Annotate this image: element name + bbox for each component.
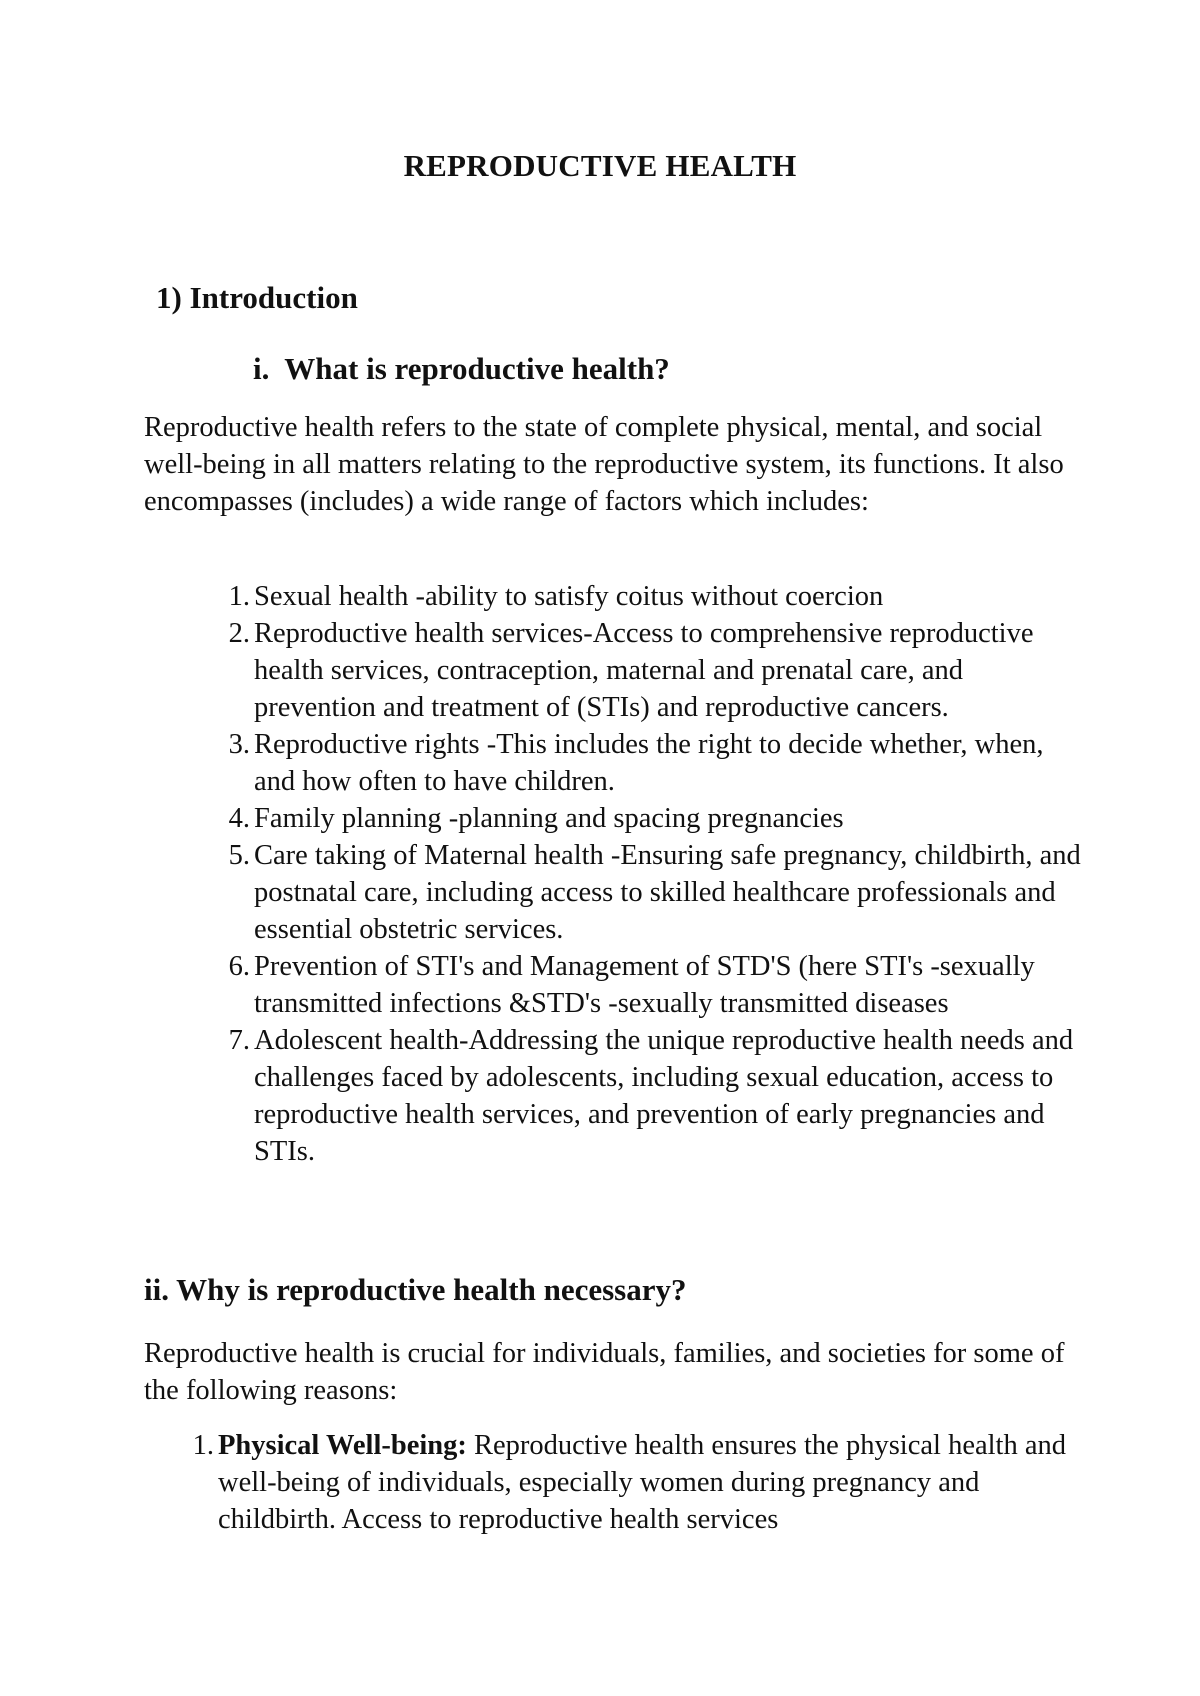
list-item-text: Reproductive health services-Access to comprehensive reproductive health services, contraception, maternal and prenatal care, and prevention and treatment of (STIs) and reproductive cancers. — [254, 618, 1034, 723]
list-item-number: 6. — [228, 951, 250, 982]
definition-paragraph: Reproductive health refers to the state of complete physical, mental, and social well-being in all matters relating to the reproductive system, its functions. It also encompasses (includes) a wide range of factors which includes: — [144, 412, 1064, 517]
list-item — [228, 837, 1084, 948]
list-item — [228, 578, 1084, 615]
list-item — [192, 1427, 1088, 1538]
list-item-number: 5. — [228, 840, 250, 871]
list-item-number: 2. — [228, 618, 250, 649]
list-item — [228, 615, 1084, 726]
reasons-list — [192, 1427, 1088, 1538]
list-item — [228, 800, 1084, 837]
list-item-text: Family planning -planning and spacing pregnancies — [254, 803, 844, 834]
list-item-text: Sexual health -ability to satisfy coitus without coercion — [254, 581, 884, 612]
list-item-number: 3. — [228, 729, 250, 760]
list-item — [228, 726, 1084, 800]
reasons-intro-paragraph: Reproductive health is crucial for individuals, families, and societies for some of the following reasons: — [144, 1338, 1065, 1406]
list-item-number: 4. — [228, 803, 250, 834]
document-title: REPRODUCTIVE HEALTH — [403, 148, 797, 183]
list-item — [228, 948, 1084, 1022]
subsection-heading-what: i. What is reproductive health? — [253, 351, 670, 386]
list-item — [228, 1022, 1084, 1170]
factors-list — [228, 578, 1084, 1170]
list-item-number: 1. — [228, 581, 250, 612]
list-item-label: Physical Well-being: — [218, 1430, 467, 1461]
section-heading-introduction: 1) Introduction — [156, 280, 358, 315]
list-item-text: Care taking of Maternal health -Ensuring safe pregnancy, childbirth, and postnatal care, including access to skilled healthcare professionals and essential obstetric services. — [254, 840, 1081, 945]
list-item-text: Prevention of STI's and Management of STD'S (here STI's -sexually transmitted infections &STD's -sexually transmitted diseases — [254, 951, 1035, 1019]
subsection-heading-why: ii. Why is reproductive health necessary? — [144, 1272, 687, 1307]
list-item-text: Reproductive rights -This includes the right to decide whether, when, and how often to have children. — [254, 729, 1044, 797]
list-item-number: 1. — [192, 1430, 214, 1461]
list-item-number: 7. — [228, 1025, 250, 1056]
list-item-text: Adolescent health-Addressing the unique reproductive health needs and challenges faced by adolescents, including sexual education, access to reproductive health services, and prevention of early pregnancies and STIs. — [254, 1025, 1074, 1167]
list-item-text: Reproductive health ensures the physical health and well-being of individuals, especially women during pregnancy and childbirth. Access to reproductive health services — [218, 1430, 1066, 1535]
